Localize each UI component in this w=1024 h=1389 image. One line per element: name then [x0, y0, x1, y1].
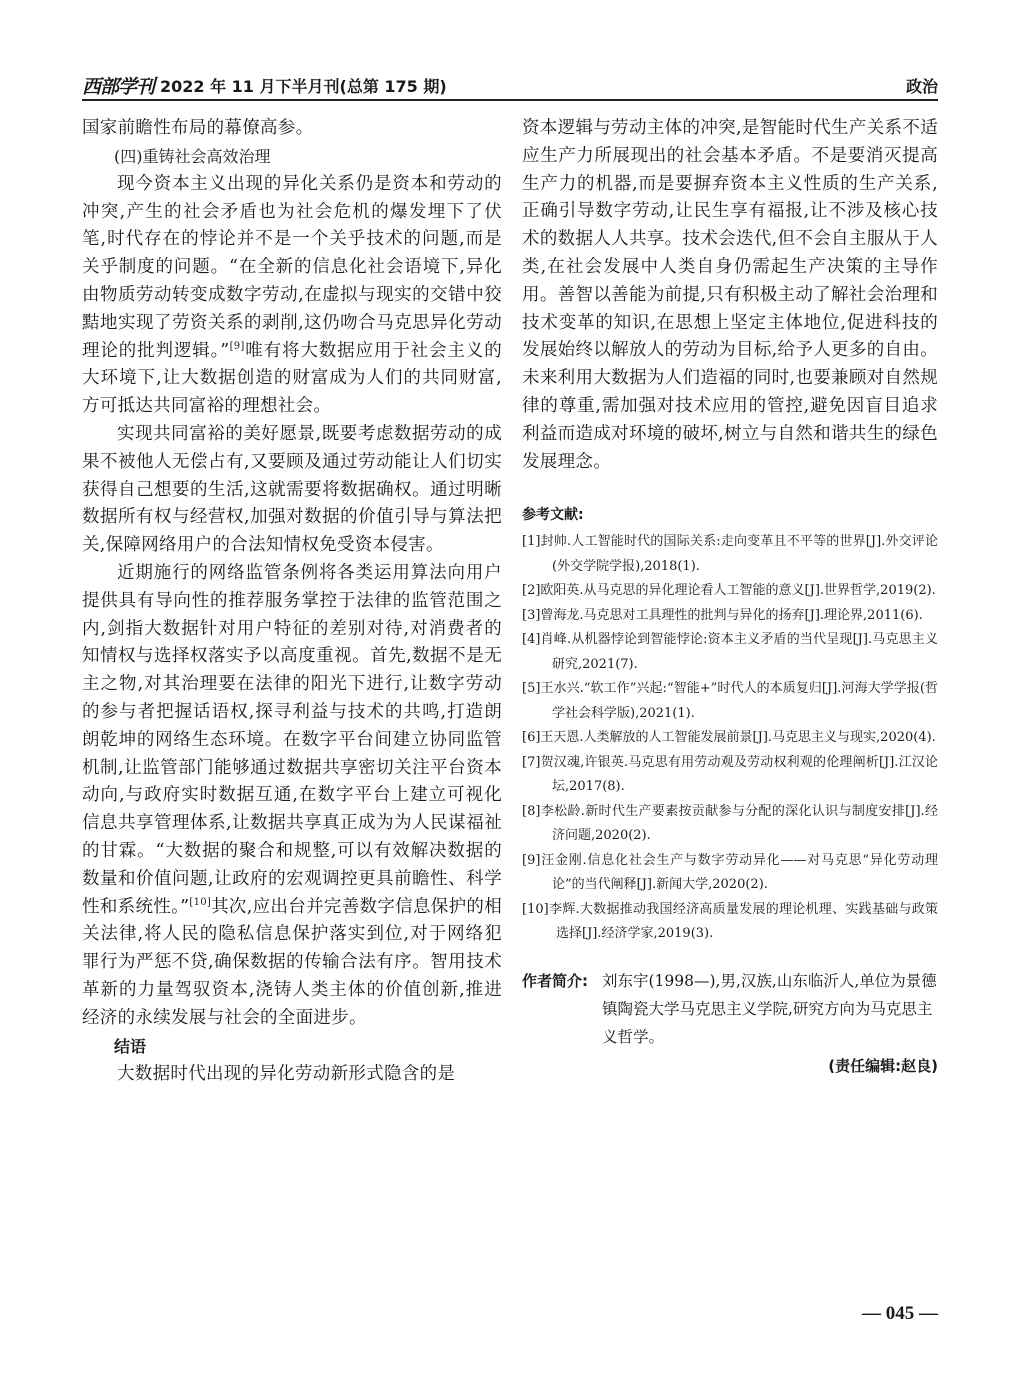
reference-item: [5]王水兴.“软工作”兴起:“智能+”时代人的本质复归[J].河海大学学报(哲学社会科学版),2021(1).: [522, 681, 938, 721]
references-title: 参考文献:: [522, 507, 584, 524]
reference-item: [8]李松龄.新时代生产要素按贡献参与分配的深化认识与制度安排[J].经济问题,2020(2).: [522, 803, 938, 844]
paragraph-text: 近期施行的网络监管条例将各类运用算法向用户提供具有导向性的推荐服务掌控于法律的监管范围之内,剑指大数据针对用户特征的差别对待,对消费者的知情权与选择权落实予以高度重视。首先,数据不是无主之物,对其治理要在法律的阳光下进行,让数字劳动的参与者把握话语权,探寻利益与技术的共鸣,打造朗朗乾坤的网络生态环境。在数字平台间建立协同监管机制,让监管部门能够通过数据共享密切关注平台资本动向,与政府实时数据互通,在数字平台上建立可视化信息共享管理体系,让数据共享真正成为为人民谋福祉的甘霖。“大数据的聚合和规整,可以有效解决数据的数量和价值问题,让政府的宏观调控更具前瞻性、科学性和系统性。”: [82, 562, 502, 917]
paragraph: [82, 171, 502, 421]
header-rule: [82, 99, 938, 101]
citation-marker: [10]: [189, 896, 212, 908]
paragraph: 实现共同富裕的美好愿景,既要考虑数据劳动的成果不被他人无偿占有,又要顾及通过劳动能让人们切实获得自己想要的生活,这就需要将数据确权。通过明晰数据所有权与经营权,加强对数据的价值引导与算法把关,保障网络用户的合法知情权免受资本侵害。: [82, 423, 502, 556]
author-bio-text: 刘东宇(1998—),男,汉族,山东临沂人,单位为景德镇陶瓷大学马克思主义学院,研究方向为马克思主义哲学。: [602, 971, 937, 1046]
section-name: 政治: [905, 77, 938, 96]
section-subheading: (四)重铸社会高效治理: [114, 146, 271, 166]
issue-info: 2022 年 11 月下半月刊(总第 175 期): [160, 77, 447, 96]
paragraph-text: 唯有将大数据应用于社会主义的大环境下,让大数据创造的财富成为人们的共同财富,方可抵达共同富裕的理想社会。: [82, 340, 502, 417]
page-number: — 045 —: [862, 1303, 938, 1324]
paragraph: [82, 560, 502, 1033]
page-header: [82, 72, 938, 102]
journal-logo: 西部学刊: [82, 76, 155, 98]
editor-credit: (责任编辑:赵良): [828, 1056, 938, 1075]
paragraph: 大数据时代出现的异化劳动新形式隐含的是: [117, 1063, 456, 1084]
reference-item: [4]肖峰.从机器悖论到智能悖论:资本主义矛盾的当代呈现[J].马克思主义研究,2021(7).: [522, 632, 938, 672]
reference-item: [2]欧阳英.从马克思的异化理论看人工智能的意义[J].世界哲学,2019(2).: [522, 583, 936, 599]
conclusion-heading: 结语: [114, 1036, 147, 1056]
reference-item: [6]王天恩.人类解放的人工智能发展前景[J].马克思主义与现实,2020(4).: [522, 730, 936, 746]
paragraph: 国家前瞻性布局的幕僚高参。: [82, 118, 314, 138]
left-column: [82, 115, 502, 1088]
reference-item: [1]封帅.人工智能时代的国际关系:走向变革且不平等的世界[J].外交评论(外交学院学报),2018(1).: [522, 534, 938, 574]
reference-item: [10]李辉.大数据推动我国经济高质量发展的理论机理、实践基础与政策选择[J].经济学家,2019(3).: [522, 901, 938, 942]
citation-marker: [9]: [229, 340, 245, 352]
right-column: [522, 115, 938, 1076]
paragraph: 资本逻辑与劳动主体的冲突,是智能时代生产关系不适应生产力所展现出的社会基本矛盾。不是要消灭提高生产力的机器,而是要摒弃资本主义性质的生产关系,正确引导数字劳动,让民生享有福报,让不涉及核心技术的数据人人共享。技术会迭代,但不会自主服从于人类,在社会发展中人类自身仍需起生产决策的主导作用。善智以善能为前提,只有积极主动了解社会治理和技术变革的知识,在思想上坚定主体地位,促进科技的发展始终以解放人的劳动为目标,给予人更多的自由。未来利用大数据为人们造福的同时,也要兼顾对自然规律的尊重,需加强对技术应用的管控,避免因盲目追求利益而造成对环境的破坏,树立与自然和谐共生的绿色发展理念。: [522, 118, 938, 472]
paragraph-text: 现今资本主义出现的异化关系仍是资本和劳动的冲突,产生的社会矛盾也为社会危机的爆发埋下了伏笔,时代存在的悖论并不是一个关乎技术的问题,而是关乎制度的问题。“在全新的信息化社会语境下,异化由物质劳动转变成数字劳动,在虚拟与现实的交错中狡黠地实现了劳资关系的剥削,这仍吻合马克思异化劳动理论的批判逻辑。”: [82, 173, 502, 361]
reference-item: [3]曾海龙.马克思对工具理性的批判与异化的扬弃[J].理论界,2011(6).: [522, 607, 923, 623]
author-bio: [522, 967, 938, 1051]
author-bio-label: 作者简介:: [522, 971, 588, 990]
reference-item: [7]贺汉魂,许银英.马克思有用劳动观及劳动权利观的伦理阐析[J].江汉论坛,2017(8).: [522, 754, 938, 795]
reference-item: [9]汪金刚.信息化社会生产与数字劳动异化——对马克思“异化劳动理论”的当代阐释[J].新闻大学,2020(2).: [522, 852, 938, 893]
references-list: [522, 530, 938, 947]
paragraph-text: 其次,应出台并完善数字信息保护的相关法律,将人民的隐私信息保护落实到位,对于网络犯罪行为严惩不贷,确保数据的传输合法有序。智用技术革新的力量驾驭资本,浇铸人类主体的价值创新,推进经济的永续发展与社会的全面进步。: [82, 896, 502, 1028]
